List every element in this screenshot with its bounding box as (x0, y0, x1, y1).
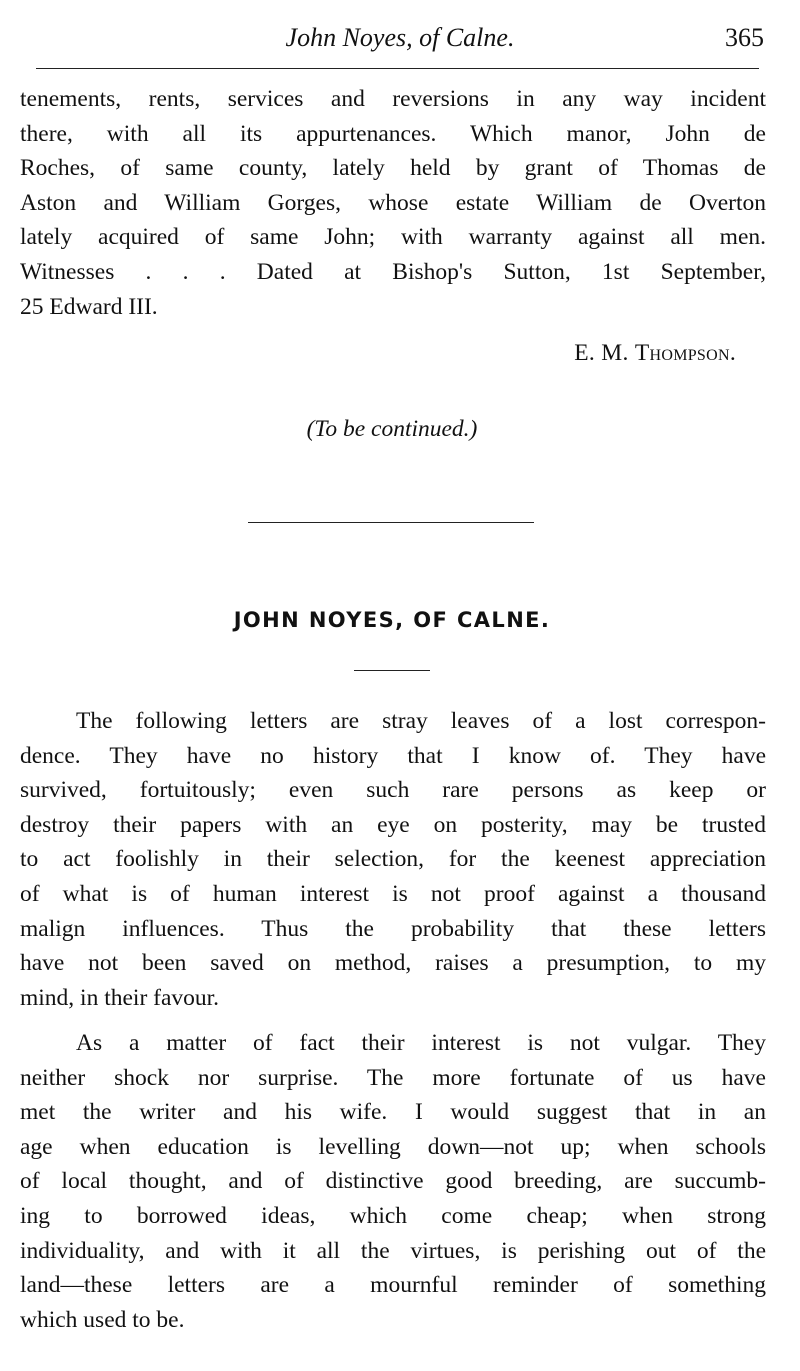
continued-note: (To be continued.) (306, 416, 478, 442)
text-line: 25 Edward III. (20, 293, 158, 320)
text-line: mind, in their favour. (20, 984, 220, 1011)
text-line: malign influences. Thus the probability that these letters (20, 915, 766, 942)
text-line: Roches, of same county, lately held by grant of Thomas de (20, 155, 766, 182)
signature-initials: E. M. (574, 340, 635, 366)
text-line: lately acquired of same John; with warranty against all men. (20, 224, 766, 251)
text-line: Aston and William Gorges, whose estate William de Overton (20, 189, 766, 216)
text-line: which used to be. (20, 1306, 185, 1333)
text-line: neither shock nor surprise. The more fortunate of us have (20, 1064, 766, 1091)
author-signature (574, 336, 736, 370)
text-line: of local thought, and of distinctive good breeding, are succumb- (20, 1168, 766, 1195)
text-line: met the writer and his wife. I would suggest that in an (20, 1099, 766, 1126)
text-line: ing to borrowed ideas, which come cheap; when strong (20, 1202, 766, 1229)
text-line: individuality, and with it all the virtues, is perishing out of the (20, 1237, 766, 1264)
text-line: to act foolishly in their selection, for the keenest appreciation (20, 846, 766, 873)
signature-surname: Thompson. (634, 340, 736, 366)
text-line: Witnesses . . . Dated at Bishop's Sutton, 1st September, (20, 258, 766, 285)
running-head-title: John Noyes, of Calne. (285, 23, 515, 52)
running-head (0, 18, 800, 58)
text-line: land—these letters are a mournful reminder of something (20, 1272, 766, 1299)
page-number: 365 (725, 23, 764, 52)
text-line: there, with all its appurtenances. Which manor, John de (20, 120, 766, 147)
text-line: survived, fortuitously; even such rare persons as keep or (20, 777, 766, 804)
text-line: age when education is levelling down—not up; when schools (20, 1133, 766, 1160)
text-line: have not been saved on method, raises a presumption, to my (20, 950, 766, 977)
text-line: tenements, rents, services and reversions in any way incident (20, 86, 766, 112)
article-paragraph-2 (20, 1026, 766, 1337)
text-line: of what is of human interest is not proof against a thousand (20, 880, 766, 907)
text-line: The following letters are stray leaves of a lost correspon- (76, 708, 766, 734)
text-line: As a matter of fact their interest is not vulgar. They (76, 1030, 766, 1056)
article-title: JOHN NOYES, OF CALNE. (233, 608, 551, 632)
header-rule (36, 68, 759, 69)
previous-article-text (20, 82, 766, 324)
text-line: destroy their papers with an eye on posterity, may be trusted (20, 811, 766, 838)
section-divider (248, 522, 534, 523)
article-paragraph-1 (20, 704, 766, 1015)
text-line: dence. They have no history that I know of. They have (20, 742, 766, 769)
title-rule (354, 670, 430, 671)
